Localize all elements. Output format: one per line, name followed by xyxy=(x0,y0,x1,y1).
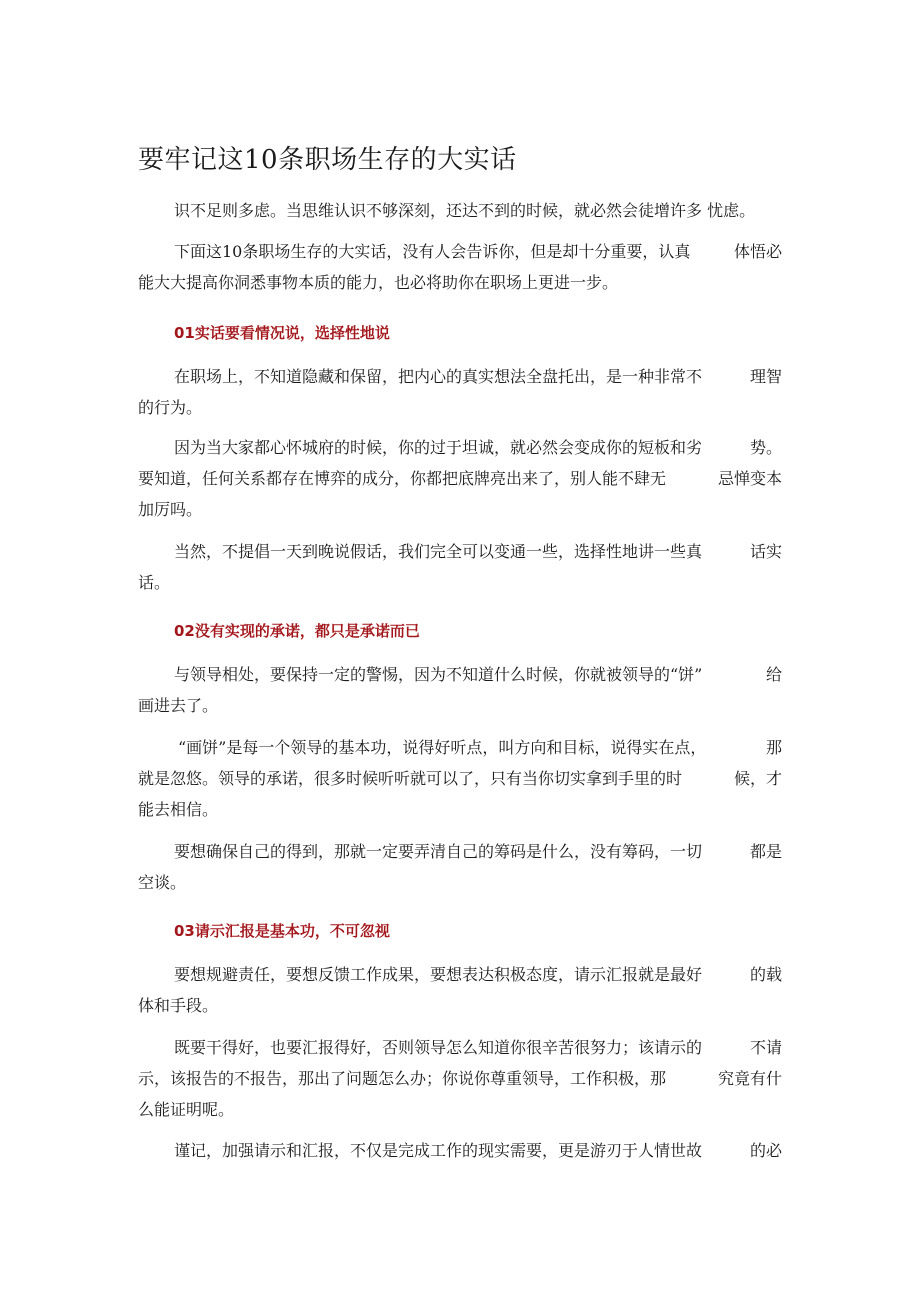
section-02-p3-line-1-tail: 都是 xyxy=(749,842,782,861)
section-02-p2-line-1-tail: 那 xyxy=(765,738,782,757)
section-02-heading: 02没有实现的承诺，都只是承诺而已 xyxy=(174,622,420,640)
intro-paragraph-2-line-1-tail: 体悟必 xyxy=(733,242,782,261)
intro-paragraph-1: 识不足则多虑。当思维认识不够深刻，还达不到的时候，就必然会徒增许多 忧虑。 xyxy=(174,201,756,220)
section-01-heading: 01实话要看情况说，选择性地说 xyxy=(174,324,390,342)
section-01-p3-line-2: 话。 xyxy=(138,573,171,592)
section-03-p1-line-1-tail: 的载 xyxy=(749,965,782,984)
section-03-p2-line-2: 示，该报告的不报告，那出了问题怎么办；你说你尊重领导，工作积极，那 xyxy=(138,1069,667,1088)
section-01-p2-line-1: 因为当大家都心怀城府的时候，你的过于坦诚，就必然会变成你的短板和劣 xyxy=(174,438,703,457)
section-02-p3-line-2: 空谈。 xyxy=(138,873,187,892)
section-01-p3-line-1-tail: 话实 xyxy=(749,542,782,561)
section-02-p1-line-1: 与领导相处，要保持一定的警惕，因为不知道什么时候，你就被领导的“饼” xyxy=(174,665,703,684)
section-03-p2-line-3: 么能证明呢。 xyxy=(138,1100,235,1119)
section-02-p3-line-1: 要想确保自己的得到，那就一定要弄清自己的筹码是什么，没有筹码，一切 xyxy=(174,842,703,861)
page-title: 要牢记这10条职场生存的大实话 xyxy=(138,145,517,175)
section-02-p2-line-1: “画饼”是每一个领导的基本功，说得好听点，叫方向和目标，说得实在点， xyxy=(178,738,707,757)
section-01-p2-line-3: 加厉吗。 xyxy=(138,500,203,519)
section-03-p1-line-2: 体和手段。 xyxy=(138,996,219,1015)
section-02-p2-line-3: 能去相信。 xyxy=(138,800,219,819)
section-01-p1-line-1-tail: 理智 xyxy=(749,367,782,386)
intro-paragraph-2-line-2: 能大大提高你洞悉事物本质的能力，也必将助你在职场上更进一步。 xyxy=(138,273,619,292)
intro-paragraph-2-line-1: 下面这10条职场生存的大实话，没有人会告诉你，但是却十分重要，认真 xyxy=(174,242,691,261)
section-03-heading: 03请示汇报是基本功，不可忽视 xyxy=(174,922,390,940)
section-03-p1-line-1: 要想规避责任，要想反馈工作成果，要想表达积极态度，请示汇报就是最好 xyxy=(174,965,703,984)
section-03-p3-line-1: 谨记，加强请示和汇报，不仅是完成工作的现实需要，更是游刃于人情世故 xyxy=(174,1141,703,1160)
section-03-p2-line-2-tail: 究竟有什 xyxy=(717,1069,782,1088)
section-02-p1-line-2: 画进去了。 xyxy=(138,696,219,715)
section-01-p2-line-1-tail: 势。 xyxy=(749,438,782,457)
section-01-p3-line-1: 当然，不提倡一天到晚说假话，我们完全可以变通一些，选择性地讲一些真 xyxy=(174,542,703,561)
section-03-p2-line-1: 既要干得好，也要汇报得好，否则领导怎么知道你很辛苦很努力；该请示的 xyxy=(174,1038,703,1057)
section-03-p3-line-1-tail: 的必 xyxy=(749,1141,782,1160)
section-02-p2-line-2-tail: 候，才 xyxy=(733,769,782,788)
section-01-p2-line-2: 要知道，任何关系都存在博弈的成分，你都把底牌亮出来了，别人能不肆无 xyxy=(138,469,667,488)
section-02-p2-line-2: 就是忽悠。领导的承诺，很多时候听听就可以了，只有当你切实拿到手里的时 xyxy=(138,769,683,788)
section-02-p1-line-1-tail: 给 xyxy=(765,665,782,684)
section-01-p2-line-2-tail: 忌惮变本 xyxy=(717,469,782,488)
section-01-p1-line-2: 的行为。 xyxy=(138,398,203,417)
section-01-p1-line-1: 在职场上，不知道隐藏和保留，把内心的真实想法全盘托出，是一种非常不 xyxy=(174,367,703,386)
section-03-p2-line-1-tail: 不请 xyxy=(749,1038,782,1057)
